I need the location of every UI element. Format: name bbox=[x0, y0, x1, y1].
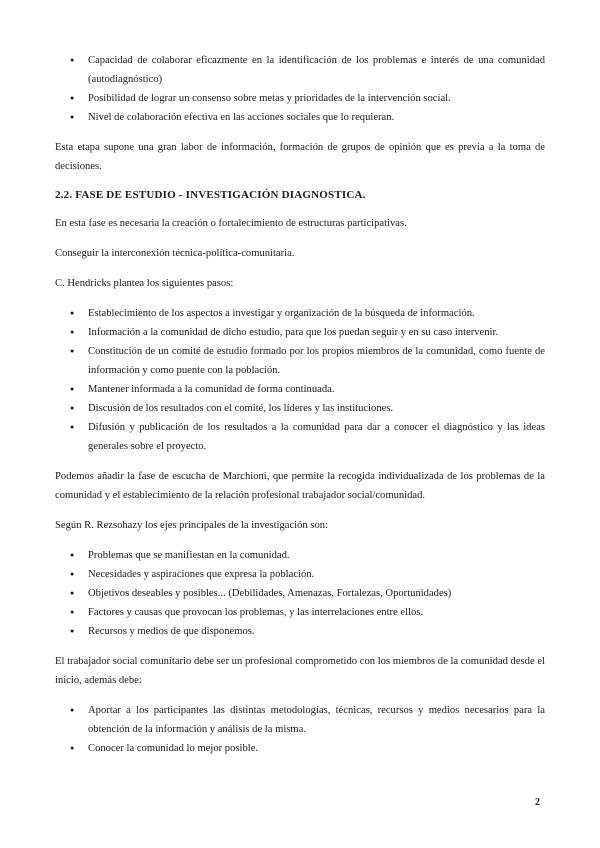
list-item: ● Posibilidad de lograr un consenso sobre metas y prioridades de la intervención social. bbox=[55, 89, 545, 108]
page-content bbox=[55, 51, 545, 758]
autodiagnostico-list bbox=[55, 51, 545, 127]
list-item: ● Conocer la comunidad lo mejor posible. bbox=[55, 739, 545, 758]
list-item: ● Problemas que se manifiestan en la comunidad. bbox=[55, 546, 545, 565]
list-item: ● Información a la comunidad de dicho estudio, para que los puedan seguir y en su caso intervenir. bbox=[55, 323, 545, 342]
list-item: ● Establecimiento de los aspectos a investigar y organización de la búsqueda de información. bbox=[55, 304, 545, 323]
paragraph-etapa: Esta etapa supone una gran labor de información, formación de grupos de opinión que es previa a la toma de decisiones. bbox=[55, 142, 545, 172]
trabajador-duties-list bbox=[55, 701, 545, 758]
list-item: ● Discusión de los resultados con el comité, los líderes y las instituciones. bbox=[55, 399, 545, 418]
paragraph-conseguir: Conseguir la interconexión técnica-política-comunitaria. bbox=[55, 248, 295, 259]
list-item: ● Factores y causas que provocan los problemas, y las interrelaciones entre ellos. bbox=[55, 603, 545, 622]
list-item: ● Capacidad de colaborar eficazmente en la identificación de los problemas e interés de una comunidad (autodiagnóstico) bbox=[55, 51, 545, 89]
list-item: ● Aportar a los participantes las distintas metodologías, técnicas, recursos y medios necesarios para la obtención de la información y análisis de la misma. bbox=[55, 701, 545, 739]
list-item: ● Recursos y medios de que disponemos. bbox=[55, 622, 545, 641]
section-heading: 2.2. FASE DE ESTUDIO - INVESTIGACIÓN DIAGNOSTICA. bbox=[55, 189, 366, 201]
list-item: ● Objetivos deseables y posibles... (Debilidades, Amenazas, Fortalezas, Oportunidades) bbox=[55, 584, 545, 603]
list-item: ● Difusión y publicación de los resultados a la comunidad para dar a conocer el diagnóstico y las ideas generales sobre el proyecto. bbox=[55, 418, 545, 456]
list-item: ● Nivel de colaboración efectiva en las acciones sociales que lo requieran. bbox=[55, 108, 545, 127]
list-item: ● Mantener informada a la comunidad de forma continuada. bbox=[55, 380, 545, 399]
paragraph-hendricks: C. Hendricks plantea los siguientes pasos: bbox=[55, 278, 234, 289]
list-item: ● Constitución de un comité de estudio formado por los propios miembros de la comunidad, como fuente de información y como puente con la población. bbox=[55, 342, 545, 380]
paragraph-rezsohazy: Según R. Rezsohazy los ejes principales de la investigación son: bbox=[55, 520, 329, 531]
rezsohazy-axes-list bbox=[55, 546, 545, 641]
hendricks-steps-list bbox=[55, 304, 545, 456]
page-number: 2 bbox=[535, 797, 540, 808]
list-item: ● Necesidades y aspiraciones que expresa la población. bbox=[55, 565, 545, 584]
paragraph-fase: En esta fase es necesaria la creación o fortalecimiento de estructuras participativas. bbox=[55, 218, 407, 229]
paragraph-trabajador: El trabajador social comunitario debe ser un profesional comprometido con los miembros de la comunidad desde el inicio, además debe: bbox=[55, 656, 545, 686]
paragraph-marchioni: Podemos añadir la fase de escucha de Marchioni, que permite la recogida individualizada de los problemas de la comunidad y el establecimiento de la relación profesional trabajador social/comunidad. bbox=[55, 471, 545, 501]
